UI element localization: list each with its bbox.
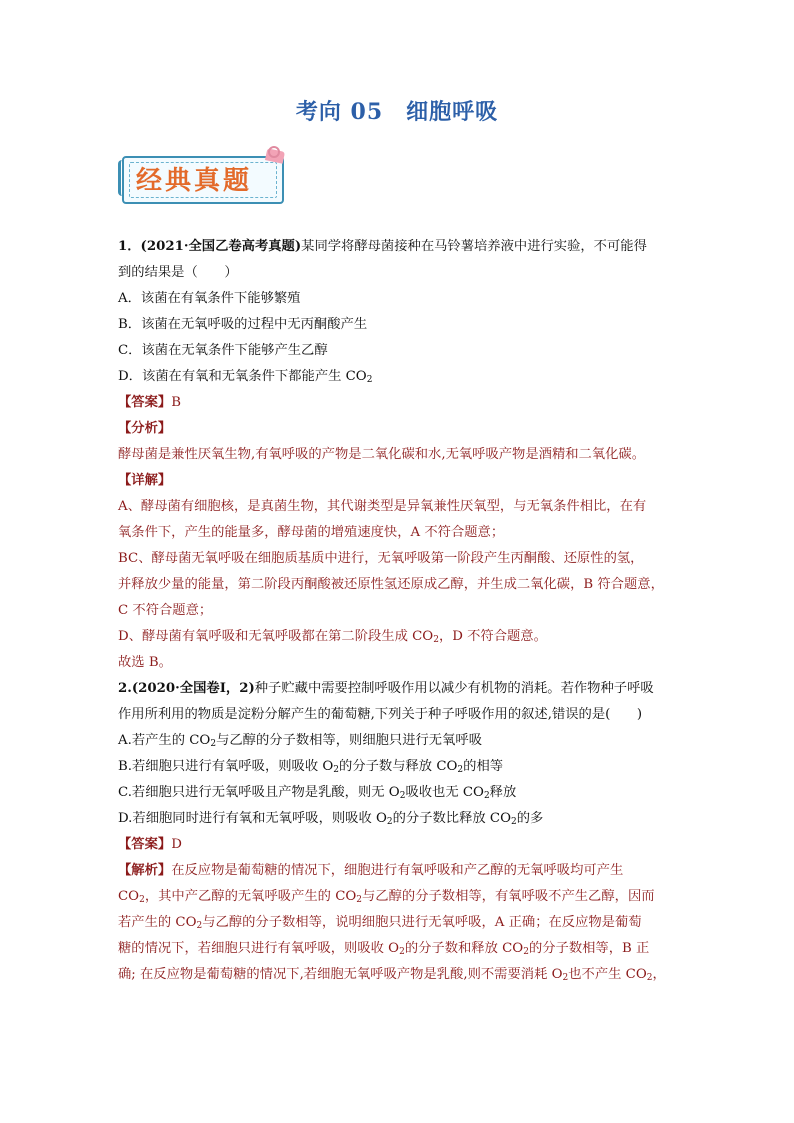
q2-explain-line-2: $CO_2$，其中产乙醇的无氧呼吸产生的 $CO_2$与乙醇的分子数相等，有氧呼吸不产生乙醇，因而 [118,889,655,905]
q1-analysis-tag: 【分析】 [118,421,172,436]
q1-detail-line-4: 并释放少量的能量，第二阶段丙酮酸被还原性氢还原成乙醇，并生成二氧化碳，B 符合题意， [118,577,664,592]
q1-detail-line-6: D、酵母菌有氧呼吸和无氧呼吸都在第二阶段生成 $CO_2$，D 不符合题意。 [118,629,547,645]
q2-explain-line-3: 若产生的 $CO_2$与乙醇的分子数相等，说明细胞只进行无氧呼吸，A 正确；在反应物是葡萄 [118,915,642,931]
q1-option-b: B．该菌在无氧呼吸的过程中无丙酮酸产生 [118,317,368,332]
question-content [118,234,678,988]
q2-option-d: D.若细胞同时进行有氧和无氧呼吸，则吸收 $O_2$的分子数比释放 $CO_2$的多 [118,811,544,827]
q1-answer: 【答案】B [118,395,181,410]
q2-option-c: C.若细胞只进行无氧呼吸且产物是乳酸，则无 $O_2$吸收也无 $CO_2$释放 [118,785,517,801]
q1-source: 1．(2021·全国乙卷高考真题) [118,239,302,254]
q2-explain-line-4: 糖的情况下，若细胞只进行有氧呼吸，则吸收 $O_2$的分子数和释放 $CO_2$的分子数相等，B 正 [118,941,650,957]
q1-detail-line-3: BC、酵母菌无氧呼吸在细胞质基质中进行，无氧呼吸第一阶段产生丙酮酸、还原性的氢， [118,551,644,566]
q2-explain-line-5: 确; 在反应物是葡萄糖的情况下,若细胞无氧呼吸产物是乳酸,则不需要消耗 $O_2$也不产生 $CO_2$， [118,967,666,983]
banner-label: 经典真题 [136,166,253,196]
q2-answer: 【答案】D [118,837,182,852]
q1-option-d: D．该菌在有氧和无氧条件下都能产生 $CO_2$ [118,369,373,385]
q2-stem-line-1: 2.(2020·全国卷Ⅰ，2)种子贮藏中需要控制呼吸作用以减少有机物的消耗。若作物种子呼吸 [118,681,654,696]
q2-explain-line-1: 【解析】在反应物是葡萄糖的情况下，细胞进行有氧呼吸和产乙醇的无氧呼吸均可产生 [118,863,624,878]
q2-option-a: A.若产生的 $CO_2$与乙醇的分子数相等，则细胞只进行无氧呼吸 [118,733,482,749]
q1-detail-line-2: 氧条件下，产生的能量多，酵母菌的增殖速度快，A 不符合题意； [118,525,505,540]
section-banner [118,150,290,204]
q2-stem-line-2: 作用所利用的物质是淀粉分解产生的葡萄糖,下列关于种子呼吸作用的叙述,错误的是( ) [118,707,643,722]
q2-source: 2.(2020·全国卷Ⅰ，2) [118,681,255,696]
q1-analysis-text: 酵母菌是兼性厌氧生物,有氧呼吸的产物是二氧化碳和水,无氧呼吸产物是酒精和二氧化碳。 [118,447,646,462]
q2-option-b: B.若细胞只进行有氧呼吸，则吸收 $O_2$的分子数与释放 $CO_2$的相等 [118,759,504,775]
q1-detail-line-5: C 不符合题意； [118,603,213,618]
q1-stem-line-2: 到的结果是（ ） [118,265,238,280]
q1-option-a: A．该菌在有氧条件下能够繁殖 [118,291,301,306]
q1-option-c: C．该菌在无氧条件下能够产生乙醇 [118,343,328,358]
q1-conclusion: 故选 B。 [118,655,172,670]
q1-detail-line-1: A、酵母菌有细胞核，是真菌生物，其代谢类型是异氧兼性厌氧型，与无氧条件相比，在有 [118,499,647,514]
page-title: 考向 05 细胞呼吸 [295,99,499,125]
q1-stem-line-1: 1．(2021·全国乙卷高考真题)某同学将酵母菌接种在马铃薯培养液中进行实验，不可能得 [118,239,647,254]
q1-detail-tag: 【详解】 [118,473,172,488]
